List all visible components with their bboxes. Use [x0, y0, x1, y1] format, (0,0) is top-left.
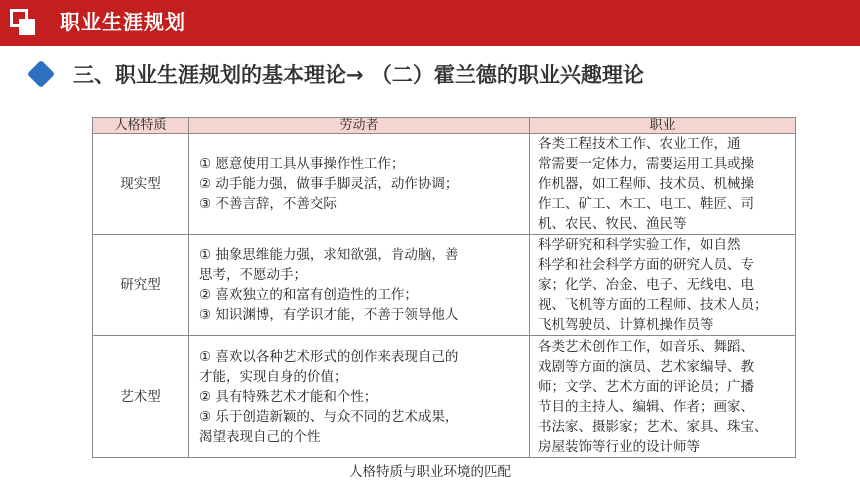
- trait-line: 才能，实现自身的价值；: [199, 368, 348, 385]
- column-header-jobs: 职业: [530, 118, 796, 134]
- job-line: 书法家、摄影家；艺术、家具、珠宝、: [538, 418, 768, 435]
- table-row: [93, 235, 796, 336]
- table-row: [93, 134, 796, 235]
- job-line: 节目的主持人、编辑、作者；画家、: [538, 398, 754, 415]
- trait-line: 思考，不愿动手；: [199, 267, 307, 283]
- window-icon: [10, 9, 40, 37]
- job-description: [530, 336, 796, 458]
- table-header-row: [93, 118, 796, 134]
- worker-traits: [189, 235, 530, 336]
- personality-type: 研究型: [93, 235, 189, 336]
- section-title: 三、职业生涯规划的基本理论→ （二）霍兰德的职业兴趣理论: [73, 63, 644, 87]
- job-line: 各类工程技术工作、农业工作，通: [538, 136, 741, 152]
- column-header-workers: 劳动者: [189, 118, 530, 134]
- job-line: 机、农民、牧民、渔民等: [538, 216, 687, 232]
- personality-type: 艺术型: [93, 336, 189, 458]
- job-line: 各类艺术创作工作，如音乐、舞蹈、: [538, 338, 754, 355]
- trait-line: ② 具有特殊艺术才能和个性；: [199, 388, 378, 405]
- personality-type: 现实型: [93, 134, 189, 235]
- trait-line: ③ 乐于创造新颖的、与众不同的艺术成果，: [199, 408, 459, 425]
- job-line: 作工、矿工、木工、电工、鞋匠、司: [538, 196, 754, 212]
- job-description: [530, 235, 796, 336]
- personality-career-table: [92, 117, 796, 458]
- trait-line: ① 抽象思维能力强，求知欲强，肯动脑，善: [199, 247, 459, 263]
- column-header-personality: 人格特质: [93, 118, 189, 134]
- table-row: [93, 336, 796, 458]
- job-description: [530, 134, 796, 235]
- trait-line: 渴望表现自己的个性: [199, 428, 321, 445]
- trait-line: ① 喜欢以各种艺术形式的创作来表现自己的: [199, 348, 459, 365]
- worker-traits: [189, 134, 530, 235]
- trait-line: ② 动手能力强，做事手脚灵活，动作协调；: [199, 176, 459, 192]
- trait-line: ① 愿意使用工具从事操作性工作；: [199, 156, 405, 172]
- trait-line: ③ 不善言辞，不善交际: [199, 196, 337, 212]
- job-line: 视、飞机等方面的工程师、技术人员；: [538, 297, 768, 313]
- page-title: 职业生涯规划: [60, 10, 186, 34]
- trait-line: ② 喜欢独立的和富有创造性的工作；: [199, 287, 418, 303]
- job-line: 飞机驾驶员、计算机操作员等: [538, 317, 714, 333]
- job-line: 常需要一定体力，需要运用工具或操: [538, 156, 754, 172]
- diamond-icon: [27, 60, 55, 88]
- table-caption: 人格特质与职业环境的匹配: [349, 464, 511, 480]
- job-line: 戏剧等方面的演员、艺术家编导、教: [538, 358, 754, 375]
- job-line: 师；文学、艺术方面的评论员；广播: [538, 378, 754, 395]
- job-line: 家；化学、冶金、电子、无线电、电: [538, 277, 754, 293]
- worker-traits: [189, 336, 530, 458]
- job-line: 科学研究和科学实验工作，如自然: [538, 237, 741, 253]
- trait-line: ③ 知识渊博，有学识才能，不善于领导他人: [199, 307, 459, 323]
- job-line: 科学和社会科学方面的研究人员、专: [538, 257, 754, 273]
- title-bar: [0, 0, 860, 46]
- job-line: 房屋装饰等行业的设计师等: [538, 438, 700, 455]
- job-line: 作机器，如工程师、技术员、机械操: [538, 176, 754, 192]
